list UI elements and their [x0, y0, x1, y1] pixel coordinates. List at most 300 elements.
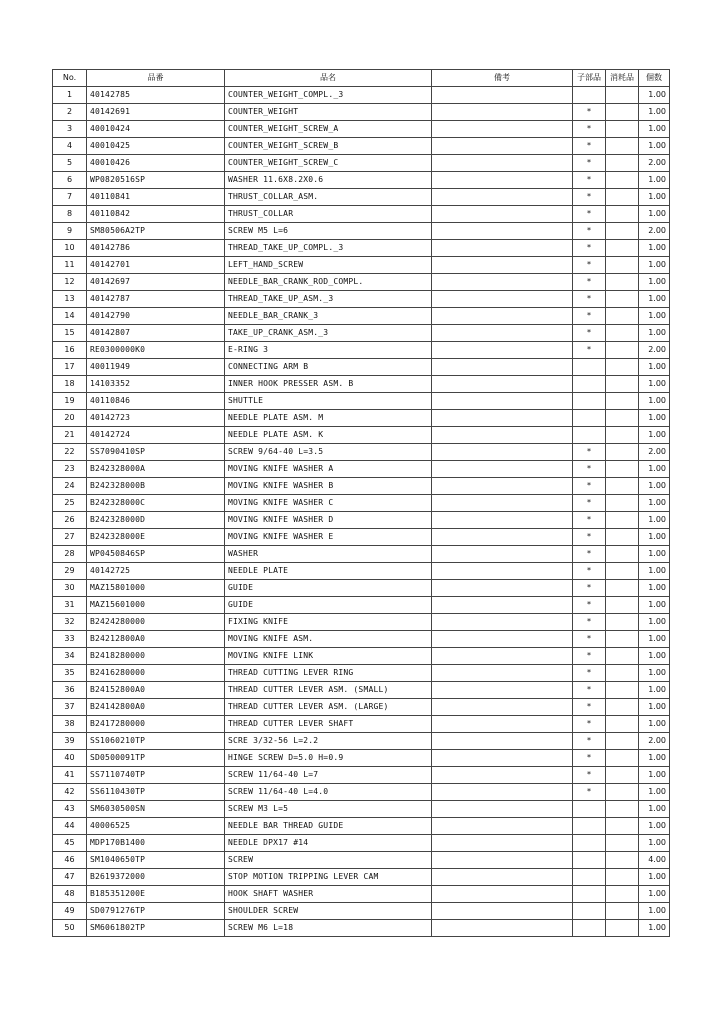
remarks [432, 104, 573, 121]
consumable-mark [606, 172, 639, 189]
part-name: SCRE 3/32-56 L=2.2 [225, 733, 432, 750]
table-row [53, 121, 670, 138]
row-number: 31 [53, 597, 87, 614]
quantity: 1.00 [639, 801, 670, 818]
table-row [53, 733, 670, 750]
quantity: 1.00 [639, 869, 670, 886]
part-code: MAZ15601000 [87, 597, 225, 614]
table-row [53, 648, 670, 665]
quantity: 1.00 [639, 529, 670, 546]
table-row [53, 597, 670, 614]
part-code: SM6061802TP [87, 920, 225, 937]
part-name: SHUTTLE [225, 393, 432, 410]
quantity: 1.00 [639, 274, 670, 291]
row-number: 25 [53, 495, 87, 512]
remarks [432, 529, 573, 546]
row-number: 41 [53, 767, 87, 784]
part-code: 40142787 [87, 291, 225, 308]
consumable-mark [606, 206, 639, 223]
part-code: 40110846 [87, 393, 225, 410]
part-code: B242328000B [87, 478, 225, 495]
part-name: HOOK SHAFT WASHER [225, 886, 432, 903]
row-number: 44 [53, 818, 87, 835]
part-code: 14103352 [87, 376, 225, 393]
remarks [432, 580, 573, 597]
table-row [53, 325, 670, 342]
quantity: 1.00 [639, 87, 670, 104]
quantity: 1.00 [639, 308, 670, 325]
part-code: 40010426 [87, 155, 225, 172]
row-number: 49 [53, 903, 87, 920]
part-name: COUNTER_WEIGHT_COMPL._3 [225, 87, 432, 104]
table-row [53, 172, 670, 189]
part-code: SM6030500SN [87, 801, 225, 818]
part-name: NEEDLE_BAR_CRANK_ROD_COMPL. [225, 274, 432, 291]
quantity: 1.00 [639, 818, 670, 835]
consumable-mark [606, 376, 639, 393]
child-part-mark: * [573, 206, 606, 223]
quantity: 1.00 [639, 682, 670, 699]
quantity: 1.00 [639, 291, 670, 308]
remarks [432, 665, 573, 682]
child-part-mark: * [573, 546, 606, 563]
child-part-mark: * [573, 189, 606, 206]
child-part-mark [573, 818, 606, 835]
consumable-mark [606, 495, 639, 512]
row-number: 43 [53, 801, 87, 818]
remarks [432, 155, 573, 172]
child-part-mark: * [573, 699, 606, 716]
table-row [53, 206, 670, 223]
row-number: 36 [53, 682, 87, 699]
quantity: 1.00 [639, 206, 670, 223]
part-name: NEEDLE DPX17 #14 [225, 835, 432, 852]
row-number: 27 [53, 529, 87, 546]
row-number: 32 [53, 614, 87, 631]
remarks [432, 478, 573, 495]
consumable-mark [606, 512, 639, 529]
part-name: LEFT_HAND_SCREW [225, 257, 432, 274]
row-number: 28 [53, 546, 87, 563]
child-part-mark [573, 410, 606, 427]
part-name: THREAD CUTTER LEVER ASM. (SMALL) [225, 682, 432, 699]
remarks [432, 886, 573, 903]
part-code: 40142725 [87, 563, 225, 580]
row-number: 7 [53, 189, 87, 206]
part-code: 40142785 [87, 87, 225, 104]
table-row [53, 461, 670, 478]
child-part-mark [573, 359, 606, 376]
part-code: B2418280000 [87, 648, 225, 665]
row-number: 4 [53, 138, 87, 155]
part-code: SM80506A2TP [87, 223, 225, 240]
consumable-mark [606, 818, 639, 835]
child-part-mark: * [573, 138, 606, 155]
child-part-mark: * [573, 444, 606, 461]
child-part-mark [573, 920, 606, 937]
remarks [432, 206, 573, 223]
quantity: 1.00 [639, 410, 670, 427]
child-part-mark: * [573, 648, 606, 665]
remarks [432, 631, 573, 648]
part-code: WP0450846SP [87, 546, 225, 563]
consumable-mark [606, 240, 639, 257]
part-code: B24212800A0 [87, 631, 225, 648]
child-part-mark [573, 852, 606, 869]
quantity: 1.00 [639, 784, 670, 801]
table-row [53, 478, 670, 495]
child-part-mark [573, 87, 606, 104]
child-part-mark [573, 903, 606, 920]
part-name: MOVING KNIFE WASHER B [225, 478, 432, 495]
part-name: GUIDE [225, 580, 432, 597]
child-part-mark: * [573, 614, 606, 631]
part-code: 40142790 [87, 308, 225, 325]
part-code: MDP170B1400 [87, 835, 225, 852]
quantity: 1.00 [639, 376, 670, 393]
quantity: 1.00 [639, 767, 670, 784]
quantity: 1.00 [639, 172, 670, 189]
child-part-mark: * [573, 461, 606, 478]
child-part-mark [573, 801, 606, 818]
part-name: COUNTER_WEIGHT_SCREW_C [225, 155, 432, 172]
consumable-mark [606, 784, 639, 801]
row-number: 8 [53, 206, 87, 223]
part-code: B2417280000 [87, 716, 225, 733]
child-part-mark [573, 835, 606, 852]
row-number: 46 [53, 852, 87, 869]
consumable-mark [606, 325, 639, 342]
part-code: B242328000E [87, 529, 225, 546]
remarks [432, 240, 573, 257]
row-number: 11 [53, 257, 87, 274]
remarks [432, 512, 573, 529]
consumable-mark [606, 648, 639, 665]
remarks [432, 495, 573, 512]
table-row [53, 223, 670, 240]
quantity: 2.00 [639, 223, 670, 240]
remarks [432, 274, 573, 291]
row-number: 23 [53, 461, 87, 478]
consumable-mark [606, 87, 639, 104]
child-part-mark: * [573, 223, 606, 240]
table-row [53, 546, 670, 563]
consumable-mark [606, 189, 639, 206]
row-number: 26 [53, 512, 87, 529]
part-name: E-RING 3 [225, 342, 432, 359]
header-part-name: 品名 [225, 70, 432, 87]
row-number: 48 [53, 886, 87, 903]
part-code: B242328000D [87, 512, 225, 529]
part-code: SS7090410SP [87, 444, 225, 461]
table-row [53, 189, 670, 206]
header-consumable: 消耗品 [606, 70, 639, 87]
row-number: 15 [53, 325, 87, 342]
part-name: GUIDE [225, 597, 432, 614]
row-number: 22 [53, 444, 87, 461]
parts-list-sheet [52, 69, 669, 937]
child-part-mark: * [573, 308, 606, 325]
child-part-mark: * [573, 121, 606, 138]
part-code: B2416280000 [87, 665, 225, 682]
table-row [53, 767, 670, 784]
part-name: WASHER 11.6X8.2X0.6 [225, 172, 432, 189]
remarks [432, 325, 573, 342]
child-part-mark: * [573, 274, 606, 291]
consumable-mark [606, 903, 639, 920]
remarks [432, 733, 573, 750]
part-code: 40010425 [87, 138, 225, 155]
consumable-mark [606, 444, 639, 461]
child-part-mark [573, 427, 606, 444]
part-name: INNER HOOK PRESSER ASM. B [225, 376, 432, 393]
remarks [432, 546, 573, 563]
quantity: 1.00 [639, 257, 670, 274]
consumable-mark [606, 852, 639, 869]
row-number: 45 [53, 835, 87, 852]
row-number: 29 [53, 563, 87, 580]
part-name: THREAD CUTTER LEVER SHAFT [225, 716, 432, 733]
row-number: 9 [53, 223, 87, 240]
part-name: THREAD CUTTING LEVER RING [225, 665, 432, 682]
row-number: 20 [53, 410, 87, 427]
consumable-mark [606, 308, 639, 325]
remarks [432, 818, 573, 835]
table-row [53, 529, 670, 546]
part-name: MOVING KNIFE WASHER E [225, 529, 432, 546]
remarks [432, 121, 573, 138]
consumable-mark [606, 138, 639, 155]
consumable-mark [606, 614, 639, 631]
part-code: SD0500091TP [87, 750, 225, 767]
quantity: 1.00 [639, 920, 670, 937]
quantity: 1.00 [639, 478, 670, 495]
remarks [432, 444, 573, 461]
remarks [432, 189, 573, 206]
quantity: 1.00 [639, 359, 670, 376]
header-part-code: 品番 [87, 70, 225, 87]
table-row [53, 801, 670, 818]
remarks [432, 614, 573, 631]
child-part-mark: * [573, 631, 606, 648]
row-number: 12 [53, 274, 87, 291]
consumable-mark [606, 920, 639, 937]
remarks [432, 920, 573, 937]
header-no: No. [53, 70, 87, 87]
row-number: 35 [53, 665, 87, 682]
consumable-mark [606, 461, 639, 478]
child-part-mark: * [573, 155, 606, 172]
child-part-mark [573, 869, 606, 886]
table-row [53, 699, 670, 716]
remarks [432, 376, 573, 393]
table-row [53, 631, 670, 648]
row-number: 18 [53, 376, 87, 393]
part-code: B185351200E [87, 886, 225, 903]
child-part-mark: * [573, 257, 606, 274]
part-name: THRUST_COLLAR [225, 206, 432, 223]
child-part-mark: * [573, 495, 606, 512]
table-row [53, 155, 670, 172]
table-row [53, 716, 670, 733]
row-number: 5 [53, 155, 87, 172]
table-row [53, 104, 670, 121]
table-row [53, 580, 670, 597]
row-number: 1 [53, 87, 87, 104]
remarks [432, 750, 573, 767]
part-name: THREAD_TAKE_UP_COMPL._3 [225, 240, 432, 257]
remarks [432, 784, 573, 801]
quantity: 2.00 [639, 733, 670, 750]
table-row [53, 138, 670, 155]
row-number: 38 [53, 716, 87, 733]
part-code: 40110841 [87, 189, 225, 206]
child-part-mark: * [573, 580, 606, 597]
child-part-mark: * [573, 784, 606, 801]
child-part-mark: * [573, 172, 606, 189]
remarks [432, 410, 573, 427]
quantity: 1.00 [639, 240, 670, 257]
quantity: 4.00 [639, 852, 670, 869]
child-part-mark: * [573, 342, 606, 359]
table-row [53, 87, 670, 104]
remarks [432, 308, 573, 325]
row-number: 33 [53, 631, 87, 648]
remarks [432, 682, 573, 699]
quantity: 1.00 [639, 427, 670, 444]
part-code: 40142724 [87, 427, 225, 444]
child-part-mark [573, 393, 606, 410]
remarks [432, 903, 573, 920]
consumable-mark [606, 767, 639, 784]
part-code: SS6110430TP [87, 784, 225, 801]
consumable-mark [606, 835, 639, 852]
consumable-mark [606, 529, 639, 546]
consumable-mark [606, 427, 639, 444]
quantity: 1.00 [639, 104, 670, 121]
part-code: 40142723 [87, 410, 225, 427]
consumable-mark [606, 886, 639, 903]
remarks [432, 699, 573, 716]
part-code: B242328000A [87, 461, 225, 478]
quantity: 1.00 [639, 614, 670, 631]
part-code: 40110842 [87, 206, 225, 223]
row-number: 24 [53, 478, 87, 495]
table-row [53, 665, 670, 682]
consumable-mark [606, 733, 639, 750]
child-part-mark: * [573, 767, 606, 784]
table-row [53, 563, 670, 580]
remarks [432, 835, 573, 852]
child-part-mark: * [573, 665, 606, 682]
child-part-mark: * [573, 478, 606, 495]
part-code: SM1040650TP [87, 852, 225, 869]
quantity: 1.00 [639, 648, 670, 665]
row-number: 21 [53, 427, 87, 444]
quantity: 1.00 [639, 665, 670, 682]
consumable-mark [606, 716, 639, 733]
part-code: B2619372000 [87, 869, 225, 886]
part-name: MOVING KNIFE ASM. [225, 631, 432, 648]
table-row [53, 512, 670, 529]
row-number: 10 [53, 240, 87, 257]
consumable-mark [606, 478, 639, 495]
part-code: 40142701 [87, 257, 225, 274]
remarks [432, 869, 573, 886]
quantity: 1.00 [639, 631, 670, 648]
row-number: 39 [53, 733, 87, 750]
child-part-mark: * [573, 733, 606, 750]
parts-table-body [53, 87, 670, 937]
part-name: SHOULDER SCREW [225, 903, 432, 920]
child-part-mark: * [573, 512, 606, 529]
part-name: HINGE SCREW D=5.0 H=0.9 [225, 750, 432, 767]
quantity: 1.00 [639, 563, 670, 580]
part-name: SCREW 9/64-40 L=3.5 [225, 444, 432, 461]
part-code: SD0791276TP [87, 903, 225, 920]
remarks [432, 87, 573, 104]
row-number: 14 [53, 308, 87, 325]
part-name: TAKE_UP_CRANK_ASM._3 [225, 325, 432, 342]
child-part-mark: * [573, 240, 606, 257]
quantity: 1.00 [639, 699, 670, 716]
row-number: 37 [53, 699, 87, 716]
consumable-mark [606, 393, 639, 410]
table-row [53, 920, 670, 937]
consumable-mark [606, 274, 639, 291]
quantity: 1.00 [639, 716, 670, 733]
row-number: 13 [53, 291, 87, 308]
consumable-mark [606, 155, 639, 172]
row-number: 19 [53, 393, 87, 410]
header-child-part: 子部品 [573, 70, 606, 87]
child-part-mark: * [573, 682, 606, 699]
row-number: 2 [53, 104, 87, 121]
table-row [53, 852, 670, 869]
table-row [53, 274, 670, 291]
part-name: SCREW M5 L=6 [225, 223, 432, 240]
remarks [432, 801, 573, 818]
table-row [53, 784, 670, 801]
row-number: 30 [53, 580, 87, 597]
part-name: NEEDLE BAR THREAD GUIDE [225, 818, 432, 835]
row-number: 6 [53, 172, 87, 189]
table-row [53, 257, 670, 274]
part-name: MOVING KNIFE LINK [225, 648, 432, 665]
remarks [432, 223, 573, 240]
child-part-mark [573, 886, 606, 903]
child-part-mark: * [573, 325, 606, 342]
quantity: 1.00 [639, 546, 670, 563]
table-row [53, 308, 670, 325]
table-row [53, 393, 670, 410]
quantity: 1.00 [639, 121, 670, 138]
consumable-mark [606, 631, 639, 648]
consumable-mark [606, 869, 639, 886]
part-code: 40006525 [87, 818, 225, 835]
part-name: NEEDLE PLATE ASM. K [225, 427, 432, 444]
part-name: THREAD CUTTER LEVER ASM. (LARGE) [225, 699, 432, 716]
table-row [53, 835, 670, 852]
child-part-mark: * [573, 291, 606, 308]
quantity: 1.00 [639, 461, 670, 478]
table-row [53, 444, 670, 461]
consumable-mark [606, 546, 639, 563]
consumable-mark [606, 563, 639, 580]
part-code: B24152800A0 [87, 682, 225, 699]
quantity: 2.00 [639, 342, 670, 359]
remarks [432, 852, 573, 869]
